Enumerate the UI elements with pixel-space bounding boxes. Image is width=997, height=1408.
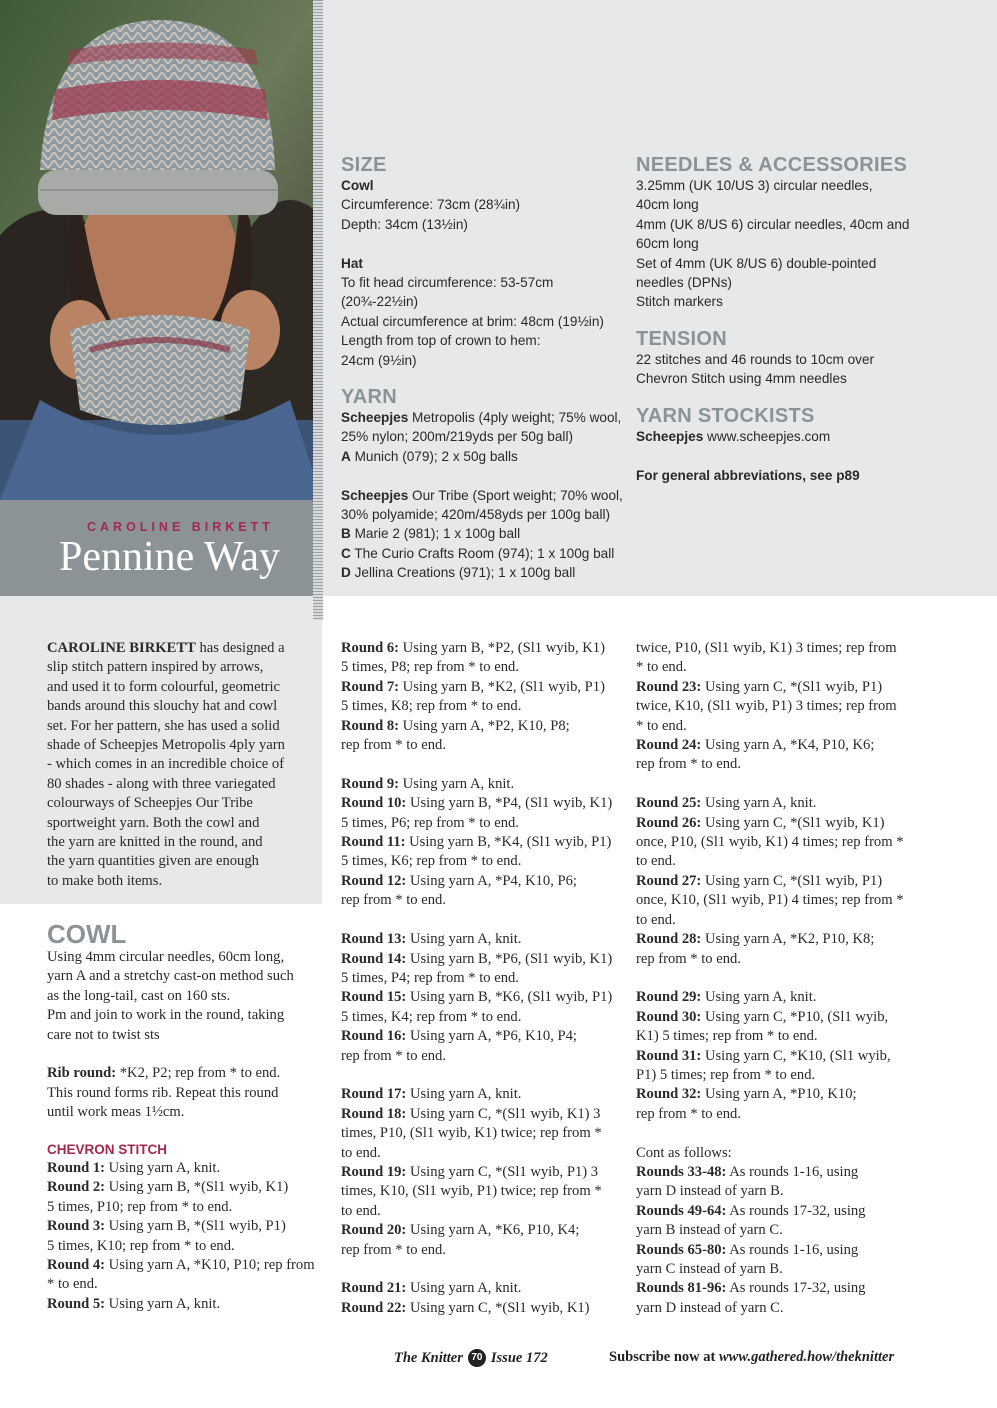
- round-label: Rounds 33-48:: [636, 1163, 727, 1180]
- round-text: Using yarn C, *(Sl1 wyib, K1): [406, 1299, 590, 1316]
- round-text: Using yarn A, knit.: [399, 775, 515, 792]
- round-label: Round 1:: [47, 1160, 105, 1176]
- round-line: [341, 891, 612, 910]
- round-line: [636, 1085, 904, 1104]
- cowl-line: Using 4mm circular needles, 60cm long,: [47, 949, 285, 965]
- chevron-stitch-heading: CHEVRON STITCH: [47, 1142, 168, 1157]
- round-label: Round 24:: [636, 737, 702, 754]
- round-line: [341, 1144, 612, 1163]
- round-label: Round 17:: [341, 1086, 407, 1103]
- intro-line: to make both items.: [47, 872, 163, 889]
- round-label: Round 31:: [636, 1047, 702, 1064]
- tension-line: 22 stitches and 46 rounds to 10cm over: [636, 352, 875, 367]
- rounds-column-1: [47, 1159, 315, 1314]
- cowl-line: as the long-tail, cast on 160 sts.: [47, 987, 231, 1004]
- round-text: twice, P10, (Sl1 wyib, K1) 3 times; rep from: [636, 640, 897, 656]
- round-text: * to end.: [47, 1276, 98, 1293]
- size-line: To fit head circumference: 53-57cm: [341, 275, 554, 291]
- yarn-line: 25% nylon; 200m/219yds per 50g ball): [341, 429, 573, 445]
- yarn-line: Scheepjes Metropolis (4ply weight; 75% wool,: [341, 410, 622, 425]
- round-label: Round 14:: [341, 950, 407, 967]
- round-line: [341, 1182, 612, 1201]
- round-line: [636, 1027, 904, 1046]
- magazine-name: The Knitter: [394, 1349, 463, 1366]
- round-line: [341, 1027, 612, 1046]
- cowl-size-label: Cowl: [341, 178, 374, 193]
- round-line: [341, 988, 612, 1007]
- round-line: [47, 1178, 315, 1197]
- round-line: [341, 697, 612, 716]
- yarn-line: 30% polyamide; 420m/458yds per 100g ball): [341, 507, 611, 523]
- round-label: Round 22:: [341, 1299, 407, 1316]
- round-label: Round 19:: [341, 1163, 407, 1180]
- round-line: [636, 950, 904, 969]
- round-label: Round 27:: [636, 872, 702, 889]
- round-text: Using yarn A, *K6, P10, K4;: [406, 1222, 580, 1239]
- round-text: 5 times, P6; rep from * to end.: [341, 814, 519, 831]
- round-text: to end.: [636, 853, 676, 870]
- round-line: [636, 988, 904, 1007]
- round-text: rep from * to end.: [341, 737, 446, 754]
- round-line: [636, 814, 904, 833]
- round-line: [341, 1124, 612, 1143]
- size-line: Depth: 34cm (13½in): [341, 216, 468, 232]
- round-line: [636, 1182, 904, 1201]
- round-text: Using yarn A, knit.: [701, 795, 817, 812]
- intro-line: the yarn quantities given are enough: [47, 853, 259, 870]
- round-line: [636, 717, 904, 736]
- issue-number: Issue 172: [490, 1349, 548, 1366]
- round-label: Round 12:: [341, 872, 407, 889]
- round-text: rep from * to end.: [341, 1047, 446, 1064]
- round-text: Using yarn C, *P10, (Sl1 wyib,: [701, 1008, 889, 1025]
- size-line: Length from top of crown to hem:: [341, 333, 541, 349]
- round-text: Using yarn B, *(Sl1 wyib, K1): [105, 1179, 289, 1196]
- intro-line: - which comes in an incredible choice of: [47, 756, 285, 773]
- round-label: Round 11:: [341, 834, 406, 851]
- needles-line: needles (DPNs): [636, 275, 732, 291]
- rib-round: Rib round: *K2, P2; rep from * to end.: [47, 1065, 281, 1082]
- round-label: Round 13:: [341, 931, 407, 948]
- round-text: Cont as follows:: [636, 1144, 732, 1161]
- round-text: Using yarn C, *(Sl1 wyib, K1): [701, 814, 885, 831]
- round-line: [47, 1237, 315, 1256]
- size-line: (20¾-22½in): [341, 294, 419, 310]
- round-label: Round 28:: [636, 931, 702, 948]
- pattern-title: Pennine Way: [59, 534, 280, 580]
- rounds-column-2: [341, 639, 612, 1318]
- round-line: [636, 911, 904, 930]
- round-line: [341, 1105, 612, 1124]
- yarn-line: A Munich (079); 2 x 50g balls: [341, 448, 518, 464]
- round-line: [636, 639, 904, 658]
- round-text: Using yarn A, knit.: [701, 989, 817, 1006]
- round-line: [636, 969, 904, 988]
- round-line: [47, 1159, 315, 1178]
- round-label: Round 26:: [636, 814, 702, 831]
- round-line: [47, 1256, 315, 1275]
- intro-designer: CAROLINE BIRKETT: [47, 640, 196, 656]
- intro-line: 80 shades - along with three variegated: [47, 775, 276, 792]
- round-text: times, P10, (Sl1 wyib, K1) twice; rep from *: [341, 1125, 602, 1142]
- stockists-heading: YARN STOCKISTS: [636, 405, 815, 427]
- round-line: [341, 1047, 612, 1066]
- round-text: Using yarn B, *P2, (Sl1 wyib, K1): [399, 640, 605, 656]
- cowl-line: care not to twist sts: [47, 1026, 160, 1043]
- round-line: [636, 1066, 904, 1085]
- round-label: Round 7:: [341, 678, 399, 695]
- round-text: Using yarn B, *(Sl1 wyib, P1): [105, 1218, 286, 1235]
- tension-heading: TENSION: [636, 328, 727, 350]
- round-text: * to end.: [636, 659, 687, 676]
- round-line: [341, 950, 612, 969]
- round-text: As rounds 1-16, using: [726, 1163, 859, 1180]
- round-text: times, K10, (Sl1 wyib, P1) twice; rep from *: [341, 1183, 602, 1200]
- round-line: [341, 717, 612, 736]
- round-line: [636, 658, 904, 677]
- round-line: [636, 1047, 904, 1066]
- round-line: [636, 1241, 904, 1260]
- round-line: [341, 833, 612, 852]
- round-line: [341, 1066, 612, 1085]
- round-text: 5 times, K8; rep from * to end.: [341, 698, 522, 715]
- rib-line: until work meas 1½cm.: [47, 1104, 185, 1121]
- size-section: [341, 154, 604, 370]
- round-line: [636, 794, 904, 813]
- round-line: [341, 1260, 612, 1279]
- round-text: Using yarn B, *K4, (Sl1 wyib, P1): [405, 834, 612, 851]
- round-label: Rounds 81-96:: [636, 1280, 727, 1297]
- round-text: once, K10, (Sl1 wyib, P1) 4 times; rep from *: [636, 892, 904, 909]
- round-text: Using yarn A, *P2, K10, P8;: [399, 717, 570, 734]
- round-text: rep from * to end.: [341, 1241, 446, 1258]
- round-line: [636, 775, 904, 794]
- round-text: Using yarn C, *(Sl1 wyib, P1): [701, 678, 883, 695]
- round-line: [636, 1144, 904, 1163]
- round-label: Round 4:: [47, 1257, 105, 1274]
- stitched-edge-decoration: [313, 0, 323, 620]
- size-line: Actual circumference at brim: 48cm (19½in): [341, 313, 604, 329]
- round-label: Round 20:: [341, 1222, 407, 1239]
- round-text: Using yarn A, knit.: [406, 1280, 522, 1297]
- round-text: yarn C instead of yarn B.: [636, 1261, 783, 1277]
- needles-line: 40cm long: [636, 197, 699, 213]
- round-line: [47, 1217, 315, 1236]
- round-line: [341, 1085, 612, 1104]
- round-label: Round 23:: [636, 678, 702, 695]
- intro-line: the yarn are knitted in the round, and: [47, 834, 263, 851]
- round-line: [47, 1198, 315, 1217]
- needles-line: Set of 4mm (UK 8/US 6) double-pointed: [636, 255, 877, 271]
- round-label: Round 8:: [341, 717, 399, 734]
- round-text: rep from * to end.: [636, 756, 741, 773]
- round-text: P1) 5 times; rep from * to end.: [636, 1066, 816, 1083]
- round-line: [341, 814, 612, 833]
- round-text: 5 times, P8; rep from * to end.: [341, 659, 519, 676]
- cowl-line: yarn A and a stretchy cast-on method such: [47, 968, 294, 985]
- round-line: [341, 755, 612, 774]
- round-text: 5 times, K4; rep from * to end.: [341, 1008, 522, 1025]
- yarn-line: B Marie 2 (981); 1 x 100g ball: [341, 526, 521, 542]
- round-label: Round 21:: [341, 1280, 407, 1297]
- needles-line: 3.25mm (UK 10/US 3) circular needles,: [636, 178, 873, 193]
- yarn-line: Scheepjes Our Tribe (Sport weight; 70% wool,: [341, 487, 623, 503]
- round-text: As rounds 1-16, using: [726, 1241, 859, 1258]
- round-label: Round 6:: [341, 640, 399, 656]
- round-text: once, P10, (Sl1 wyib, K1) 4 times; rep from *: [636, 834, 904, 851]
- round-text: Using yarn C, *(Sl1 wyib, P1): [701, 872, 883, 889]
- rounds-column-3: [636, 639, 904, 1318]
- round-label: Round 3:: [47, 1218, 105, 1235]
- round-text: 5 times, K6; rep from * to end.: [341, 853, 522, 870]
- round-line: [341, 775, 612, 794]
- round-text: Using yarn A, *K10, P10; rep from: [105, 1257, 315, 1274]
- round-line: [341, 930, 612, 949]
- round-line: [636, 1124, 904, 1143]
- round-line: [341, 1221, 612, 1240]
- round-text: * to end.: [636, 717, 687, 734]
- stockists-section: [636, 405, 860, 485]
- round-line: [636, 1008, 904, 1027]
- stockist-url: www.scheepjes.com: [703, 429, 831, 444]
- needles-heading: NEEDLES & ACCESSORIES: [636, 154, 908, 176]
- round-text: K1) 5 times; rep from * to end.: [636, 1028, 818, 1045]
- round-text: to end.: [341, 1202, 381, 1219]
- round-text: As rounds 17-32, using: [726, 1202, 866, 1219]
- cowl-line: Pm and join to work in the round, taking: [47, 1007, 285, 1024]
- round-text: Using yarn B, *P4, (Sl1 wyib, K1): [406, 795, 613, 812]
- round-line: [636, 930, 904, 949]
- round-line: [636, 1221, 904, 1240]
- round-text: Using yarn A, *K2, P10, K8;: [701, 931, 875, 948]
- intro-line: set. For her pattern, she has used a solid: [47, 717, 280, 734]
- round-label: Round 5:: [47, 1295, 105, 1312]
- round-label: Round 10:: [341, 795, 407, 812]
- intro-line: and used it to form colourful, geometric: [47, 678, 281, 695]
- round-line: [341, 1163, 612, 1182]
- round-line: [341, 1299, 612, 1318]
- round-line: [341, 872, 612, 891]
- round-line: [341, 678, 612, 697]
- round-text: yarn D instead of yarn C.: [636, 1299, 784, 1316]
- yarn-section: [341, 386, 623, 583]
- round-label: Round 30:: [636, 1008, 702, 1025]
- rib-line: This round forms rib. Repeat this round: [47, 1084, 279, 1101]
- cowl-instructions: [47, 948, 294, 1123]
- round-text: twice, K10, (Sl1 wyib, P1) 3 times; rep from: [636, 698, 897, 715]
- page-number: 70: [468, 1349, 486, 1367]
- intro-text: CAROLINE BIRKETT has designed a slip stitch pattern inspired by arrows, and used it to form colourful, geometric bands around this slouchy hat and cowl set. For her pattern, she has used a solid shade of Scheepjes Metropolis 4ply yarn - which comes in an incredible choice of 80 shades - along with three variegated colourways of Scheepjes Our Tribe sportweight yarn. Both the cowl and the yarn are knitted in the round, and the yarn quantities given are enough to make both items.: [47, 639, 285, 891]
- round-label: Round 25:: [636, 795, 702, 812]
- tension-section: [636, 328, 874, 389]
- round-text: Using yarn A, *K4, P10, K6;: [701, 737, 875, 754]
- round-label: Round 32:: [636, 1086, 702, 1103]
- intro-line: slip stitch pattern inspired by arrows,: [47, 659, 264, 676]
- subscribe-url[interactable]: www.gathered.how/theknitter: [718, 1349, 895, 1365]
- yarn-line: C The Curio Crafts Room (974); 1 x 100g ball: [341, 545, 615, 561]
- round-text: Using yarn A, knit.: [406, 1086, 522, 1103]
- yarn-line: D Jellina Creations (971); 1 x 100g ball: [341, 565, 576, 581]
- round-line: [341, 736, 612, 755]
- round-line: [47, 1275, 315, 1294]
- round-line: [341, 1241, 612, 1260]
- intro-line: colourways of Scheepjes Our Tribe: [47, 795, 253, 812]
- cowl-heading: COWL: [47, 919, 127, 949]
- yarn-heading: YARN: [341, 386, 398, 408]
- round-text: Using yarn C, *(Sl1 wyib, K1) 3: [406, 1105, 601, 1122]
- round-text: rep from * to end.: [341, 892, 446, 909]
- round-label: Round 2:: [47, 1179, 105, 1196]
- needles-line: 4mm (UK 8/US 6) circular needles, 40cm and: [636, 216, 910, 232]
- round-text: Using yarn A, *P4, K10, P6;: [406, 872, 577, 889]
- round-line: [341, 658, 612, 677]
- round-text: Using yarn A, *P10, K10;: [701, 1086, 857, 1103]
- round-line: [636, 1105, 904, 1124]
- round-line: [636, 1260, 904, 1279]
- stockist-line: Scheepjes www.scheepjes.com: [636, 429, 831, 444]
- footer-right: [609, 1349, 894, 1366]
- round-text: As rounds 17-32, using: [726, 1280, 866, 1297]
- abbreviations-note: For general abbreviations, see p89: [636, 467, 860, 483]
- round-line: [341, 852, 612, 871]
- intro-line: sportweight yarn. Both the cowl and: [47, 814, 260, 831]
- round-line: [47, 1295, 315, 1314]
- round-text: 5 times, P4; rep from * to end.: [341, 969, 519, 986]
- round-text: Using yarn A, *P6, K10, P4;: [406, 1028, 577, 1045]
- round-label: Round 18:: [341, 1105, 407, 1122]
- round-label: Rounds 65-80:: [636, 1241, 727, 1258]
- round-line: [341, 969, 612, 988]
- round-line: [636, 1279, 904, 1298]
- round-line: [341, 1008, 612, 1027]
- designer-name: CAROLINE BIRKETT: [87, 520, 274, 534]
- round-line: [341, 911, 612, 930]
- round-line: [636, 1163, 904, 1182]
- round-text: Using yarn B, *K6, (Sl1 wyib, P1): [406, 989, 613, 1006]
- round-line: [636, 697, 904, 716]
- needles-line: 60cm long: [636, 236, 699, 252]
- round-label: Rounds 49-64:: [636, 1202, 727, 1219]
- footer-left: [394, 1349, 548, 1367]
- round-line: [341, 1279, 612, 1298]
- round-line: [341, 794, 612, 813]
- round-text: 5 times, P10; rep from * to end.: [47, 1198, 233, 1215]
- size-line: Circumference: 73cm (28¾in): [341, 197, 521, 213]
- round-label: Round 29:: [636, 989, 702, 1006]
- round-line: [341, 1202, 612, 1221]
- round-label: Round 15:: [341, 989, 407, 1006]
- needles-section: [636, 154, 910, 312]
- round-line: [636, 736, 904, 755]
- round-text: rep from * to end.: [636, 950, 741, 967]
- round-text: to end.: [636, 911, 676, 928]
- intro-line: bands around this slouchy hat and cowl: [47, 698, 278, 715]
- round-text: yarn B instead of yarn C.: [636, 1222, 783, 1239]
- hero-photo: [0, 0, 322, 500]
- needles-line: Stitch markers: [636, 294, 723, 310]
- round-text: rep from * to end.: [636, 1105, 741, 1122]
- size-line: 24cm (9½in): [341, 352, 417, 368]
- round-line: [636, 852, 904, 871]
- round-text: Using yarn A, knit.: [406, 931, 522, 948]
- round-line: [636, 833, 904, 852]
- intro-line: shade of Scheepjes Metropolis 4ply yarn: [47, 737, 285, 754]
- size-heading: SIZE: [341, 154, 387, 176]
- round-line: [636, 872, 904, 891]
- round-label: Round 9:: [341, 775, 399, 792]
- round-line: [636, 1299, 904, 1318]
- tension-line: Chevron Stitch using 4mm needles: [636, 371, 847, 387]
- hat-size-label: Hat: [341, 255, 363, 271]
- round-text: Using yarn B, *K2, (Sl1 wyib, P1): [399, 678, 605, 695]
- round-text: 5 times, K10; rep from * to end.: [47, 1237, 235, 1254]
- round-text: Using yarn B, *P6, (Sl1 wyib, K1): [406, 950, 613, 967]
- round-label: Round 16:: [341, 1028, 407, 1045]
- round-text: yarn D instead of yarn B.: [636, 1183, 784, 1200]
- round-line: [636, 891, 904, 910]
- round-line: [636, 1202, 904, 1221]
- round-line: [636, 678, 904, 697]
- round-text: Using yarn C, *(Sl1 wyib, P1) 3: [406, 1163, 599, 1180]
- round-text: to end.: [341, 1144, 381, 1161]
- round-text: Using yarn A, knit.: [105, 1295, 221, 1312]
- round-line: [341, 639, 612, 658]
- round-text: Using yarn C, *K10, (Sl1 wyib,: [701, 1047, 891, 1064]
- round-line: [636, 755, 904, 774]
- round-text: Using yarn A, knit.: [105, 1160, 221, 1176]
- subscribe-text: Subscribe now at: [609, 1349, 716, 1365]
